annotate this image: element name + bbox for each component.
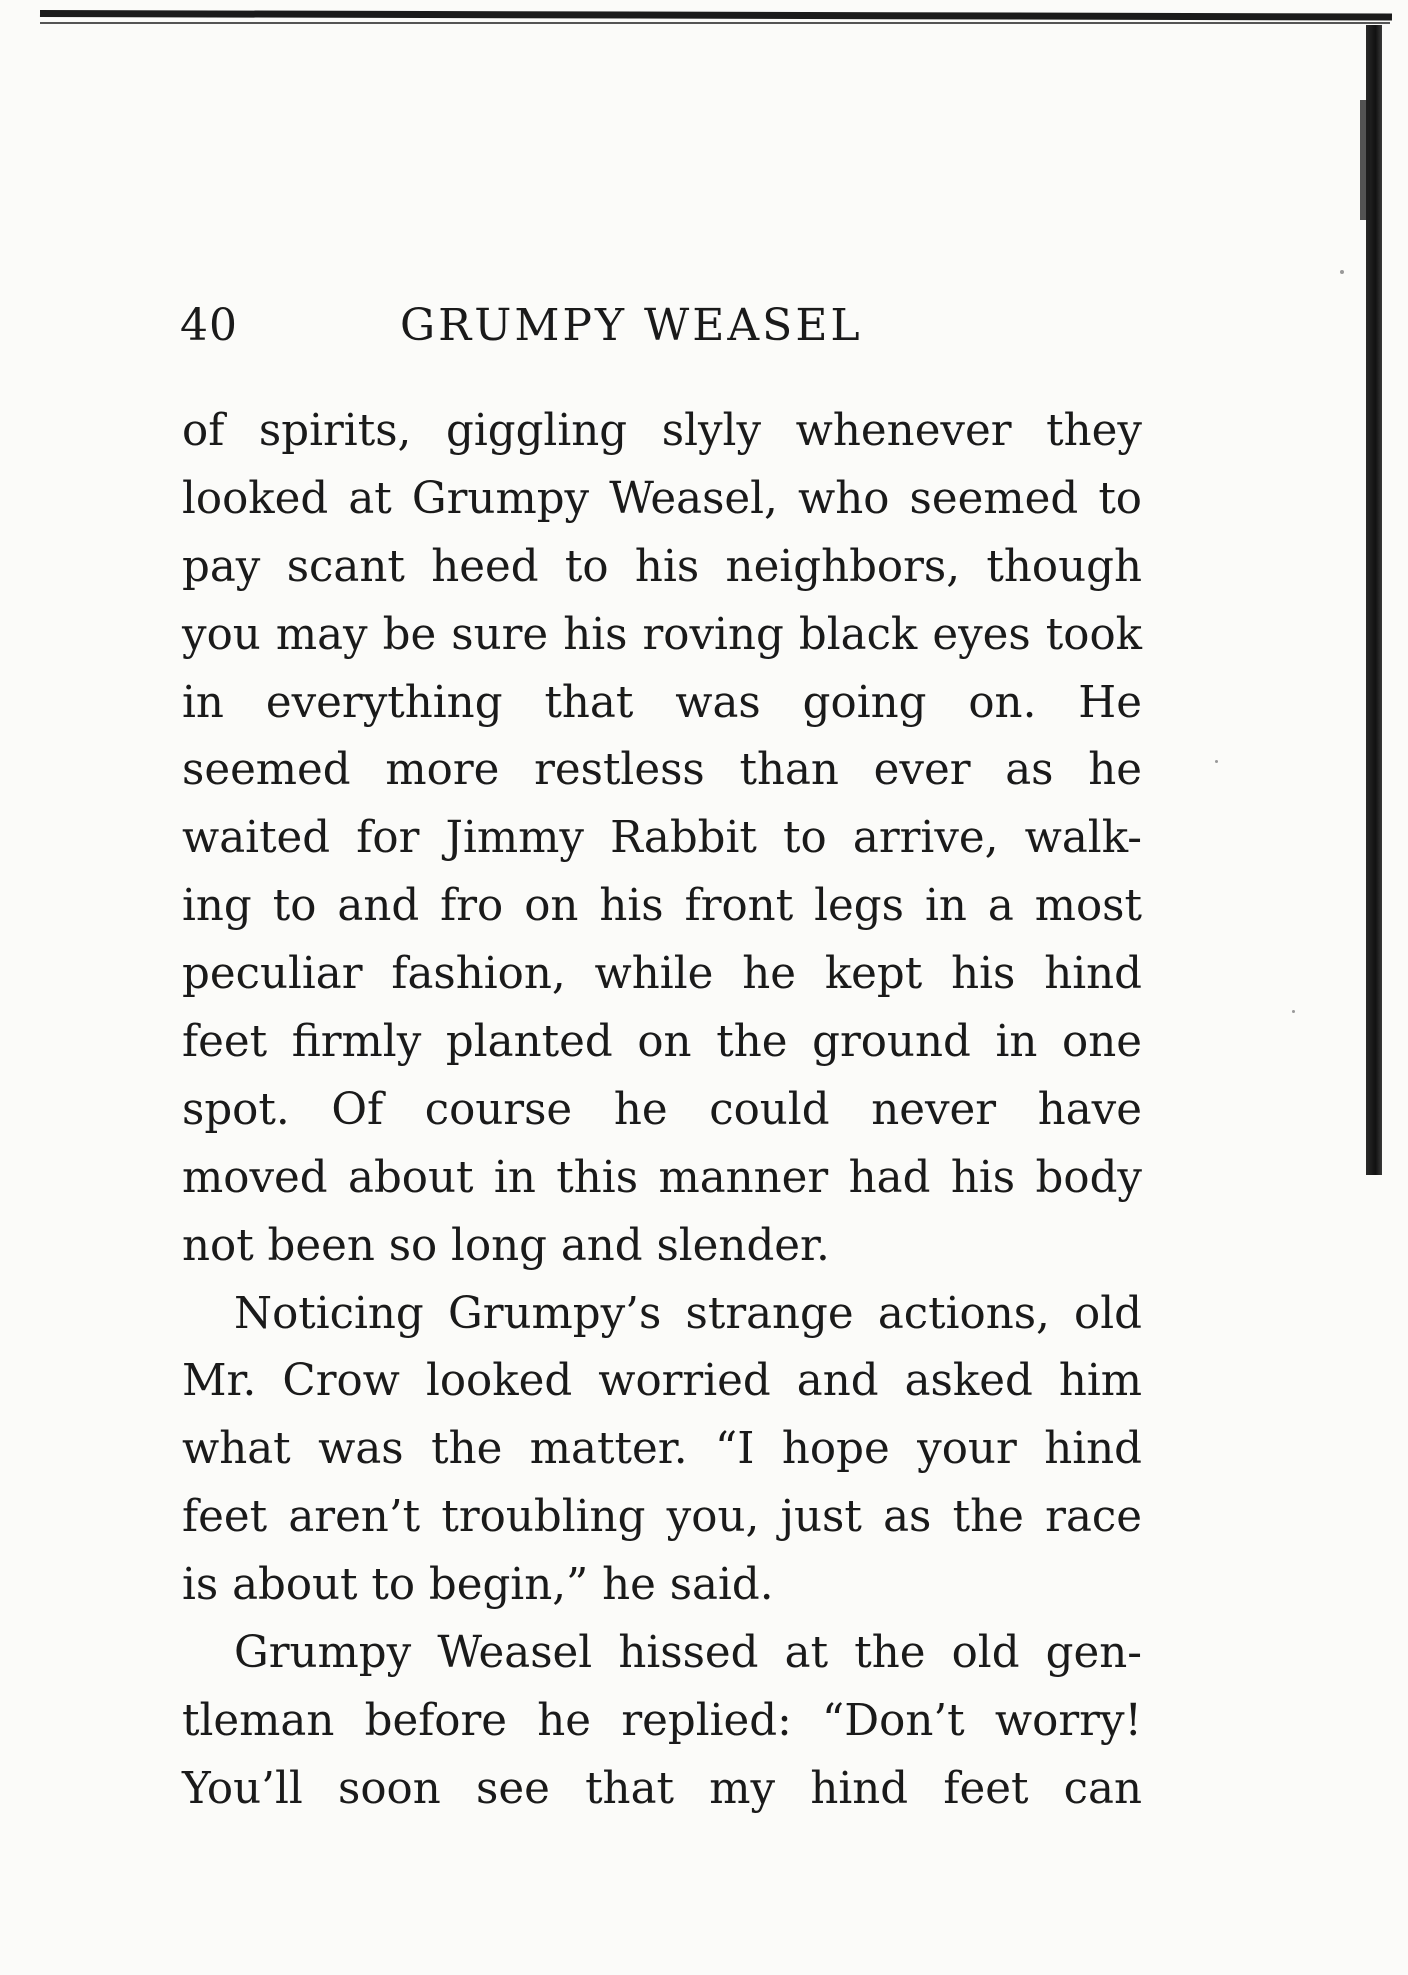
text-line: spot. Of course he could never have [182, 1084, 1142, 1135]
text-line: You’ll soon see that my hind feet can [182, 1763, 1142, 1814]
text-line: ing to and fro on his front legs in a most [182, 881, 1142, 932]
text-line: in everything that was going on. He [182, 677, 1142, 728]
text-line: you may be sure his roving black eyes took [182, 609, 1142, 660]
text-line: of spirits, giggling slyly whenever they [182, 406, 1142, 456]
text-line: moved about in this manner had his body [182, 1152, 1142, 1203]
page-spine-notch [1360, 100, 1370, 220]
paper-speck [1292, 1010, 1295, 1013]
running-title: GRUMPY WEASEL [400, 300, 863, 351]
text-line: waited for Jimmy Rabbit to arrive, walk- [182, 813, 1142, 864]
text-line: seemed more restless than ever as he [182, 745, 1142, 796]
text-line: peculiar fashion, while he kept his hind [182, 949, 1142, 1000]
running-header [180, 300, 1200, 360]
body-text [182, 398, 1142, 1824]
text-line: looked at Grumpy Weasel, who seemed to [182, 473, 1142, 524]
text-line: what was the matter. “I hope your hind [182, 1424, 1142, 1475]
page-number: 40 [180, 300, 238, 351]
text-line: tleman before he replied: “Don’t worry! [182, 1695, 1142, 1746]
top-border-rule [40, 10, 1392, 21]
text-line: is about to begin,” he said. [182, 1560, 774, 1611]
text-line: feet aren’t troubling you, just as the race [182, 1492, 1142, 1543]
text-line: Noticing Grumpy’s strange actions, old [234, 1288, 1142, 1339]
paper-speck [1340, 270, 1344, 274]
text-line: Mr. Crow looked worried and asked him [182, 1356, 1142, 1407]
text-line: Grumpy Weasel hissed at the old gen- [234, 1628, 1142, 1679]
text-line: pay scant heed to his neighbors, though [182, 541, 1142, 592]
text-line: feet firmly planted on the ground in one [182, 1017, 1142, 1068]
text-line: not been so long and slender. [182, 1220, 830, 1271]
top-border-rule-thin [40, 22, 1390, 24]
paper-speck [1215, 760, 1218, 763]
